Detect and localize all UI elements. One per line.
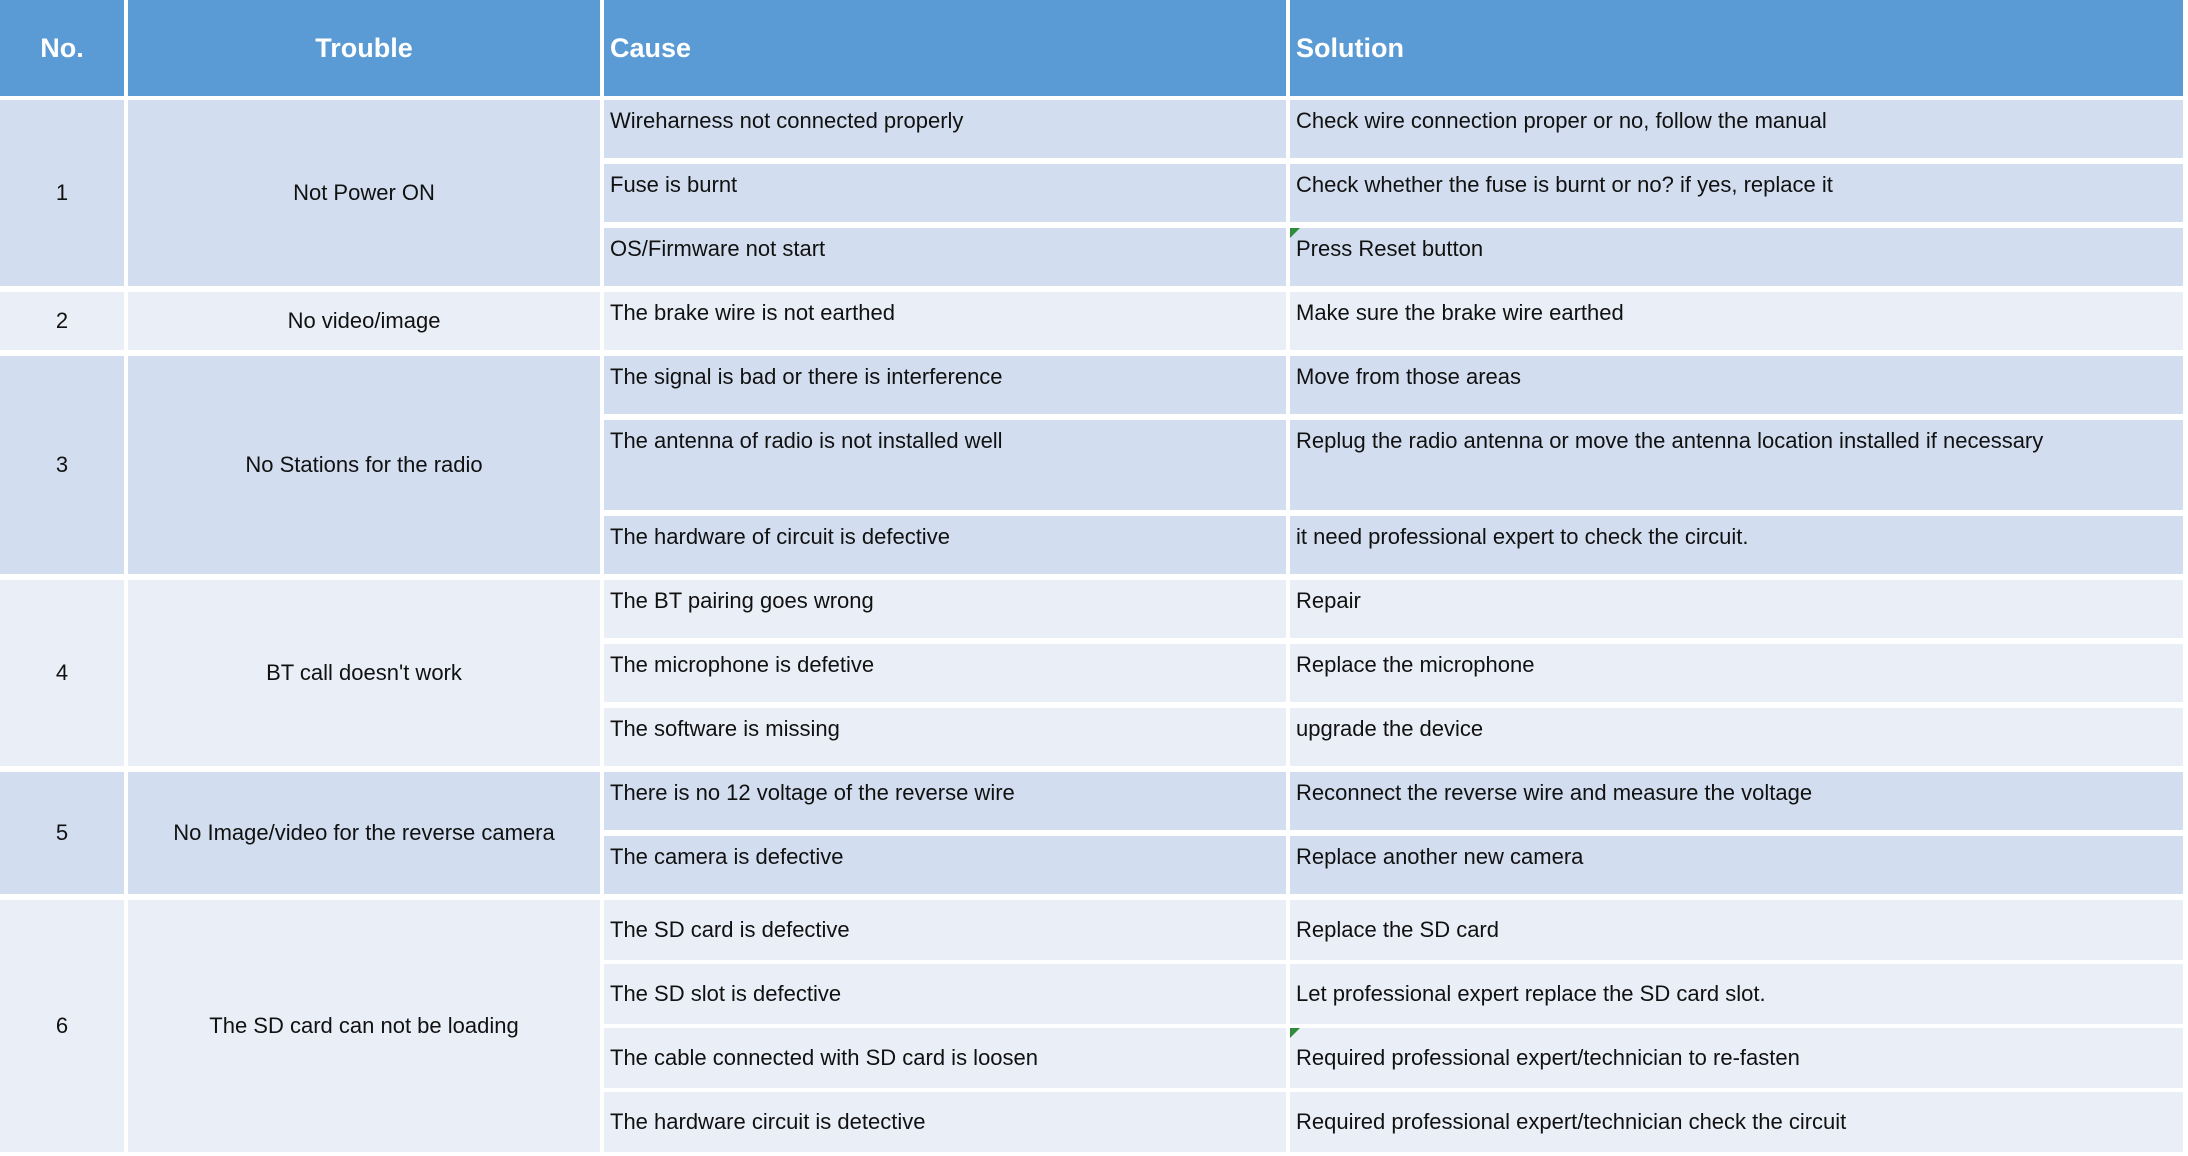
- comment-marker-icon: [1290, 1028, 1300, 1038]
- trouble-cell: The SD card can not be loading: [128, 900, 600, 1152]
- cause-cell: The cable connected with SD card is loosen: [604, 1028, 1286, 1088]
- cause-cell: The SD slot is defective: [604, 964, 1286, 1024]
- trouble-cell: No Stations for the radio: [128, 356, 600, 574]
- cause-cell: The brake wire is not earthed: [604, 292, 1286, 350]
- cause-cell: Wireharness not connected properly: [604, 100, 1286, 158]
- comment-marker-icon: [1290, 228, 1300, 238]
- cause-cell: OS/Firmware not start: [604, 228, 1286, 286]
- solution-cell: Reconnect the reverse wire and measure the voltage: [1290, 772, 2183, 830]
- header-solution: Solution: [1290, 0, 2183, 96]
- row-number: 5: [0, 772, 124, 894]
- solution-cell: Check wire connection proper or no, follow the manual: [1290, 100, 2183, 158]
- solution-cell: Replug the radio antenna or move the antenna location installed if necessary: [1290, 420, 2183, 510]
- trouble-cell: Not Power ON: [128, 100, 600, 286]
- row-number: 4: [0, 580, 124, 766]
- solution-cell: Replace another new camera: [1290, 836, 2183, 894]
- header-no: No.: [0, 0, 124, 96]
- solution-cell: it need professional expert to check the circuit.: [1290, 516, 2183, 574]
- solution-cell: upgrade the device: [1290, 708, 2183, 766]
- solution-cell: Check whether the fuse is burnt or no? if yes, replace it: [1290, 164, 2183, 222]
- cause-cell: There is no 12 voltage of the reverse wire: [604, 772, 1286, 830]
- cause-cell: The BT pairing goes wrong: [604, 580, 1286, 638]
- cause-cell: The microphone is defetive: [604, 644, 1286, 702]
- trouble-cell: No video/image: [128, 292, 600, 350]
- solution-cell: Replace the SD card: [1290, 900, 2183, 960]
- solution-cell: Required professional expert/technician check the circuit: [1290, 1092, 2183, 1152]
- row-number: 6: [0, 900, 124, 1152]
- solution-cell: Make sure the brake wire earthed: [1290, 292, 2183, 350]
- solution-cell: Required professional expert/technician to re-fasten: [1290, 1028, 2183, 1088]
- row-number: 2: [0, 292, 124, 350]
- header-cause: Cause: [604, 0, 1286, 96]
- solution-cell: Move from those areas: [1290, 356, 2183, 414]
- header-trouble: Trouble: [128, 0, 600, 96]
- row-number: 3: [0, 356, 124, 574]
- cause-cell: The signal is bad or there is interference: [604, 356, 1286, 414]
- cause-cell: The software is missing: [604, 708, 1286, 766]
- cause-cell: The hardware circuit is detective: [604, 1092, 1286, 1152]
- solution-cell: Let professional expert replace the SD card slot.: [1290, 964, 2183, 1024]
- cause-cell: The antenna of radio is not installed well: [604, 420, 1286, 510]
- solution-cell: Repair: [1290, 580, 2183, 638]
- trouble-cell: No Image/video for the reverse camera: [128, 772, 600, 894]
- solution-cell: Press Reset button: [1290, 228, 2183, 286]
- cause-cell: The camera is defective: [604, 836, 1286, 894]
- trouble-cell: BT call doesn't work: [128, 580, 600, 766]
- solution-cell: Replace the microphone: [1290, 644, 2183, 702]
- cause-cell: The hardware of circuit is defective: [604, 516, 1286, 574]
- cause-cell: Fuse is burnt: [604, 164, 1286, 222]
- cause-cell: The SD card is defective: [604, 900, 1286, 960]
- row-number: 1: [0, 100, 124, 286]
